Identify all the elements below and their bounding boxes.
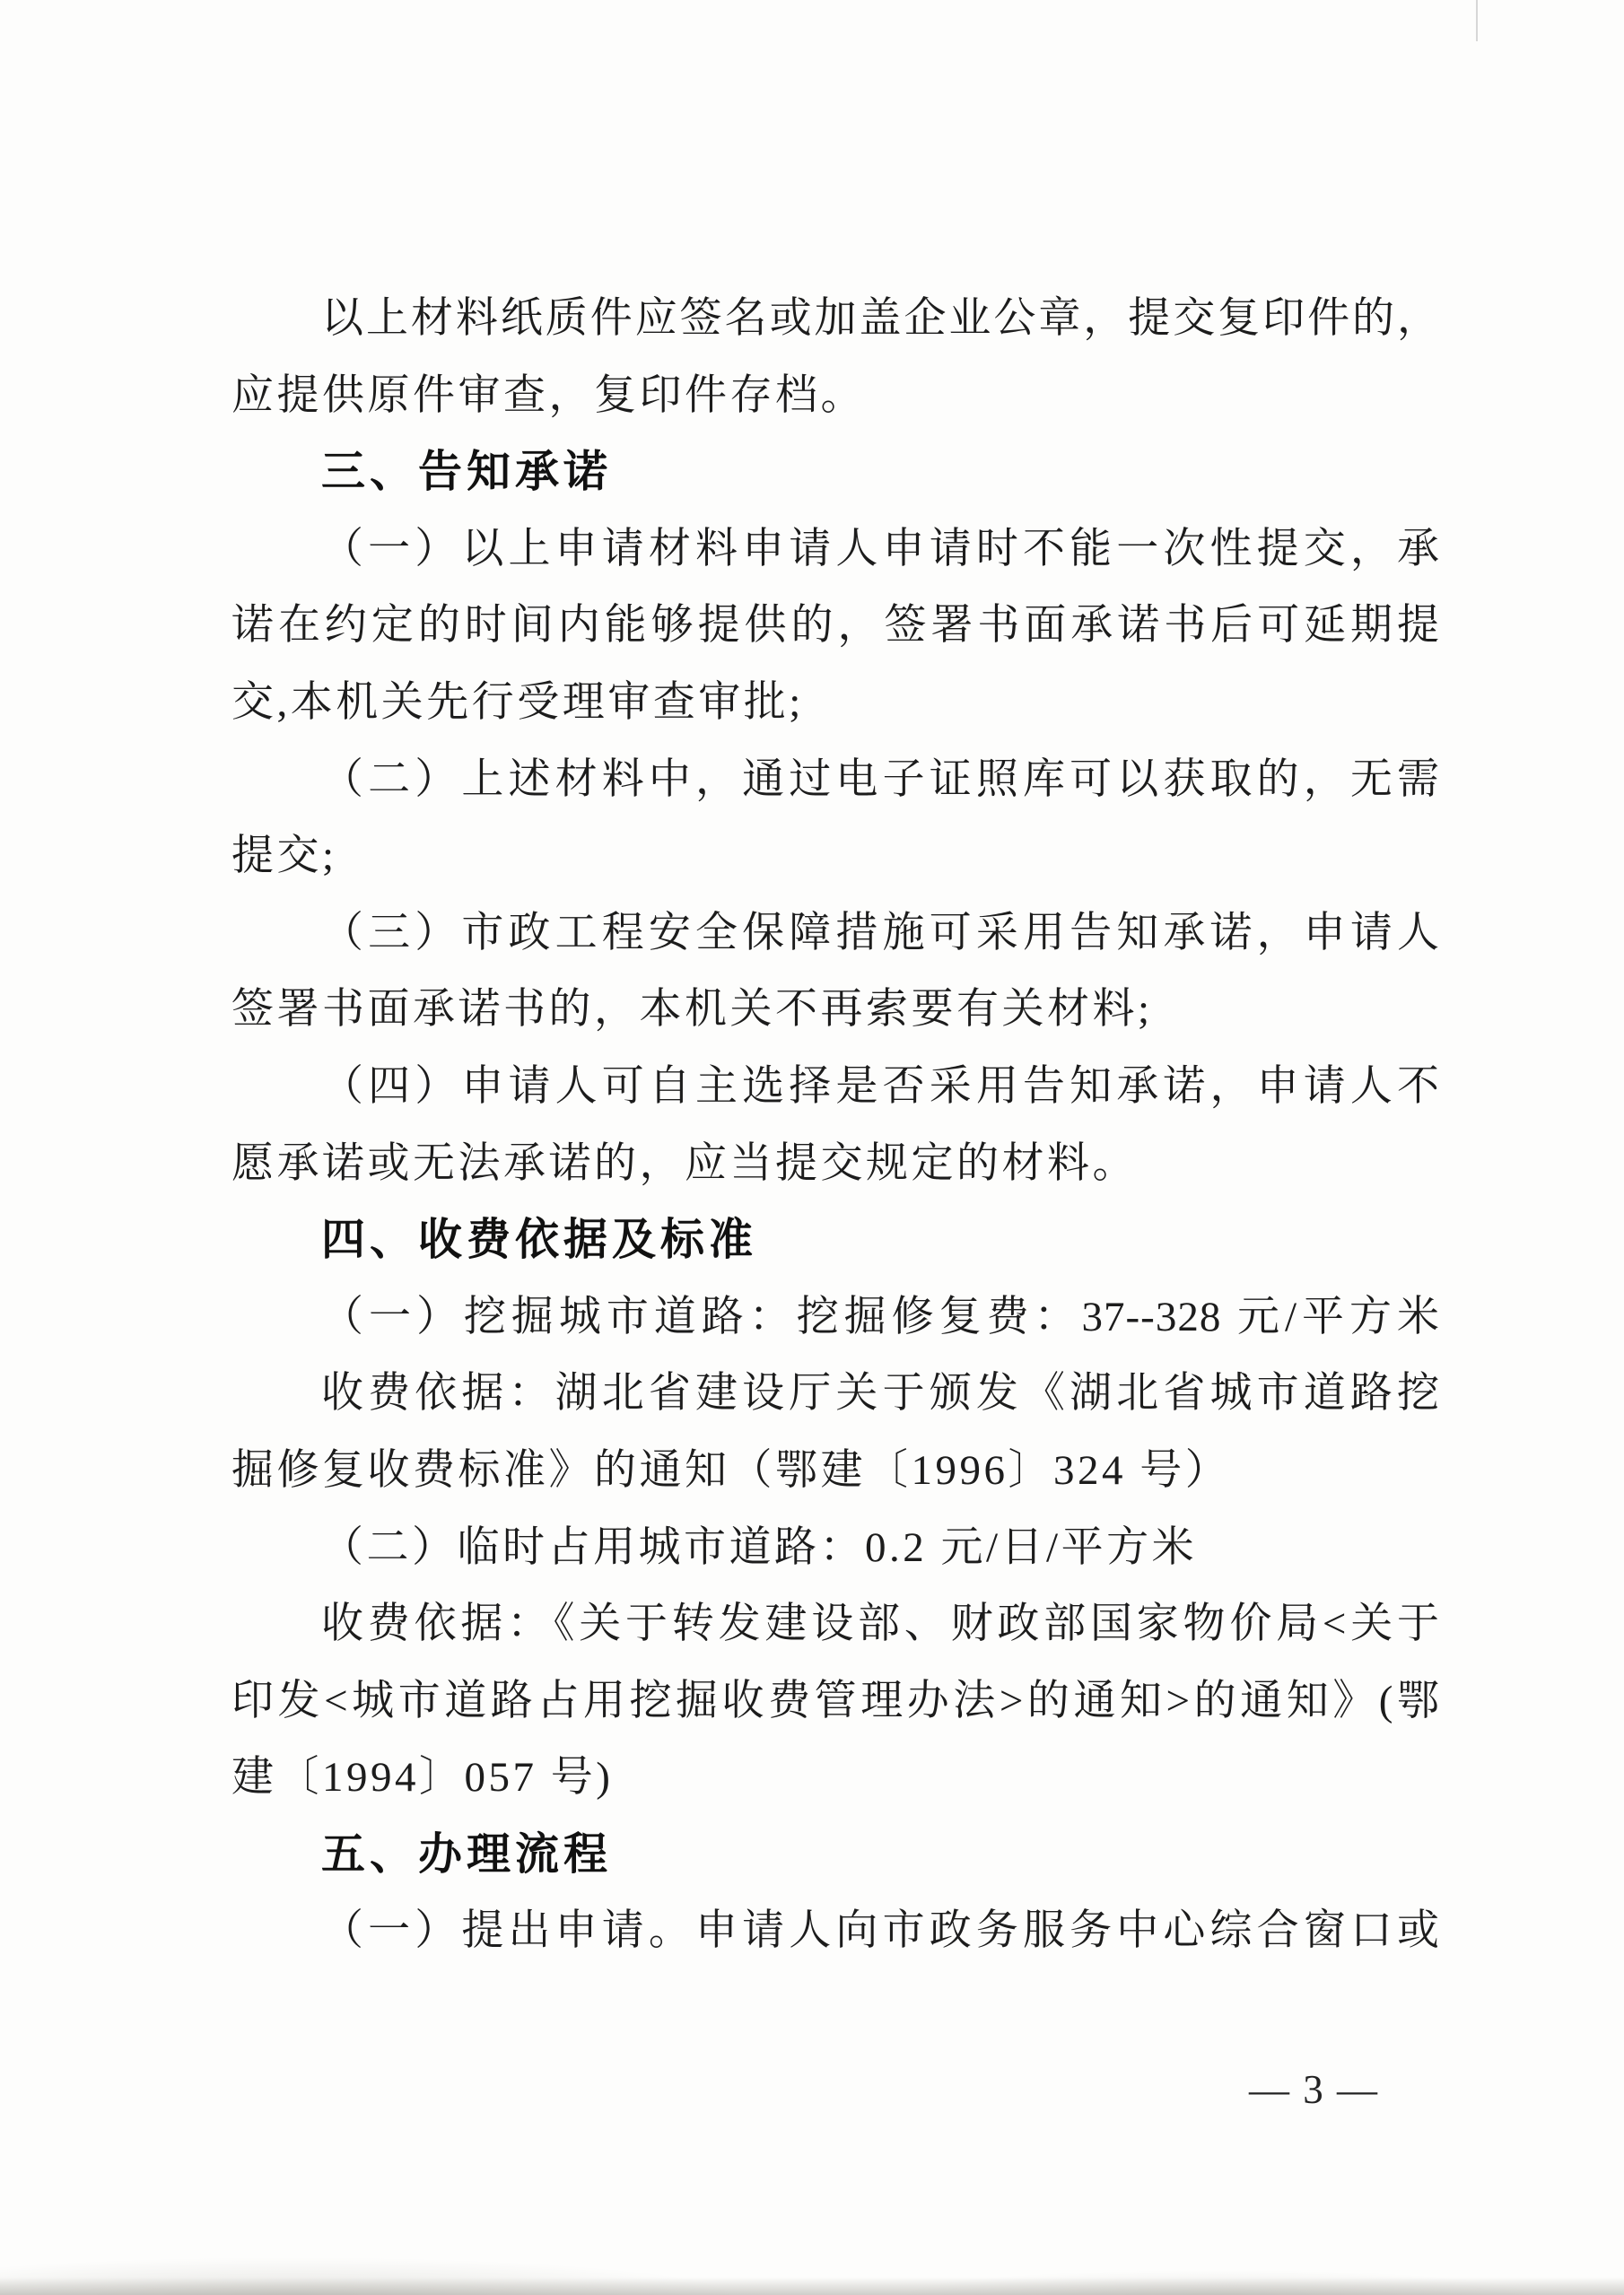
page-number: — 3 — [1249,2067,1379,2112]
document-line: （一）以上申请材料申请人申请时不能一次性提交，承 [321,525,1440,572]
document-line: （二）上述材料中，通过电子证照库可以获取的，无需 [321,755,1440,803]
document-line: 交,本机关先行受理审查审批; [231,678,804,726]
document-line: 应提供原件审查，复印件存档。 [231,371,866,419]
document-body [231,281,1440,1970]
document-line: （三）市政工程安全保障措施可采用告知承诺，申请人 [321,909,1440,956]
document-line: 收费依据：湖北省建设厅关于颁发《湖北省城市道路挖 [321,1370,1440,1418]
document-line: 掘修复收费标准》的通知（鄂建〔1996〕324 号） [231,1446,1231,1494]
section-heading: 四、收费依据及标准 [321,1216,758,1265]
document-line: 提交; [231,833,337,880]
document-line: 签署书面承诺书的，本机关不再索要有关材料; [231,986,1153,1034]
scan-artifact [1476,0,1478,41]
document-line: 收费依据：《关于转发建设部、财政部国家物价局<关于 [321,1601,1440,1648]
document-line: （一）挖掘城市道路：挖掘修复费：37--328 元/平方米 [321,1293,1440,1340]
document-line: （一）提出申请。申请人向市政务服务中心综合窗口或 [321,1907,1440,1955]
document-line: 建〔1994〕057 号) [231,1754,614,1802]
document-line: 愿承诺或无法承诺的，应当提交规定的材料。 [231,1139,1138,1187]
document-line: （四）申请人可自主选择是否采用告知承诺，申请人不 [321,1062,1440,1110]
document-line: 印发<城市道路占用挖掘收费管理办法>的通知>的通知》(鄂 [231,1677,1440,1724]
document-line: 诺在约定的时间内能够提供的，签署书面承诺书后可延期提 [231,602,1440,650]
section-heading: 五、办理流程 [321,1829,613,1879]
document-line: （二）临时占用城市道路：0.2 元/日/平方米 [321,1523,1198,1571]
document-line: 以上材料纸质件应签名或加盖企业公章，提交复印件的， [321,295,1440,342]
scan-bottom-edge [0,2277,1624,2295]
section-heading: 三、告知承诺 [321,448,613,497]
